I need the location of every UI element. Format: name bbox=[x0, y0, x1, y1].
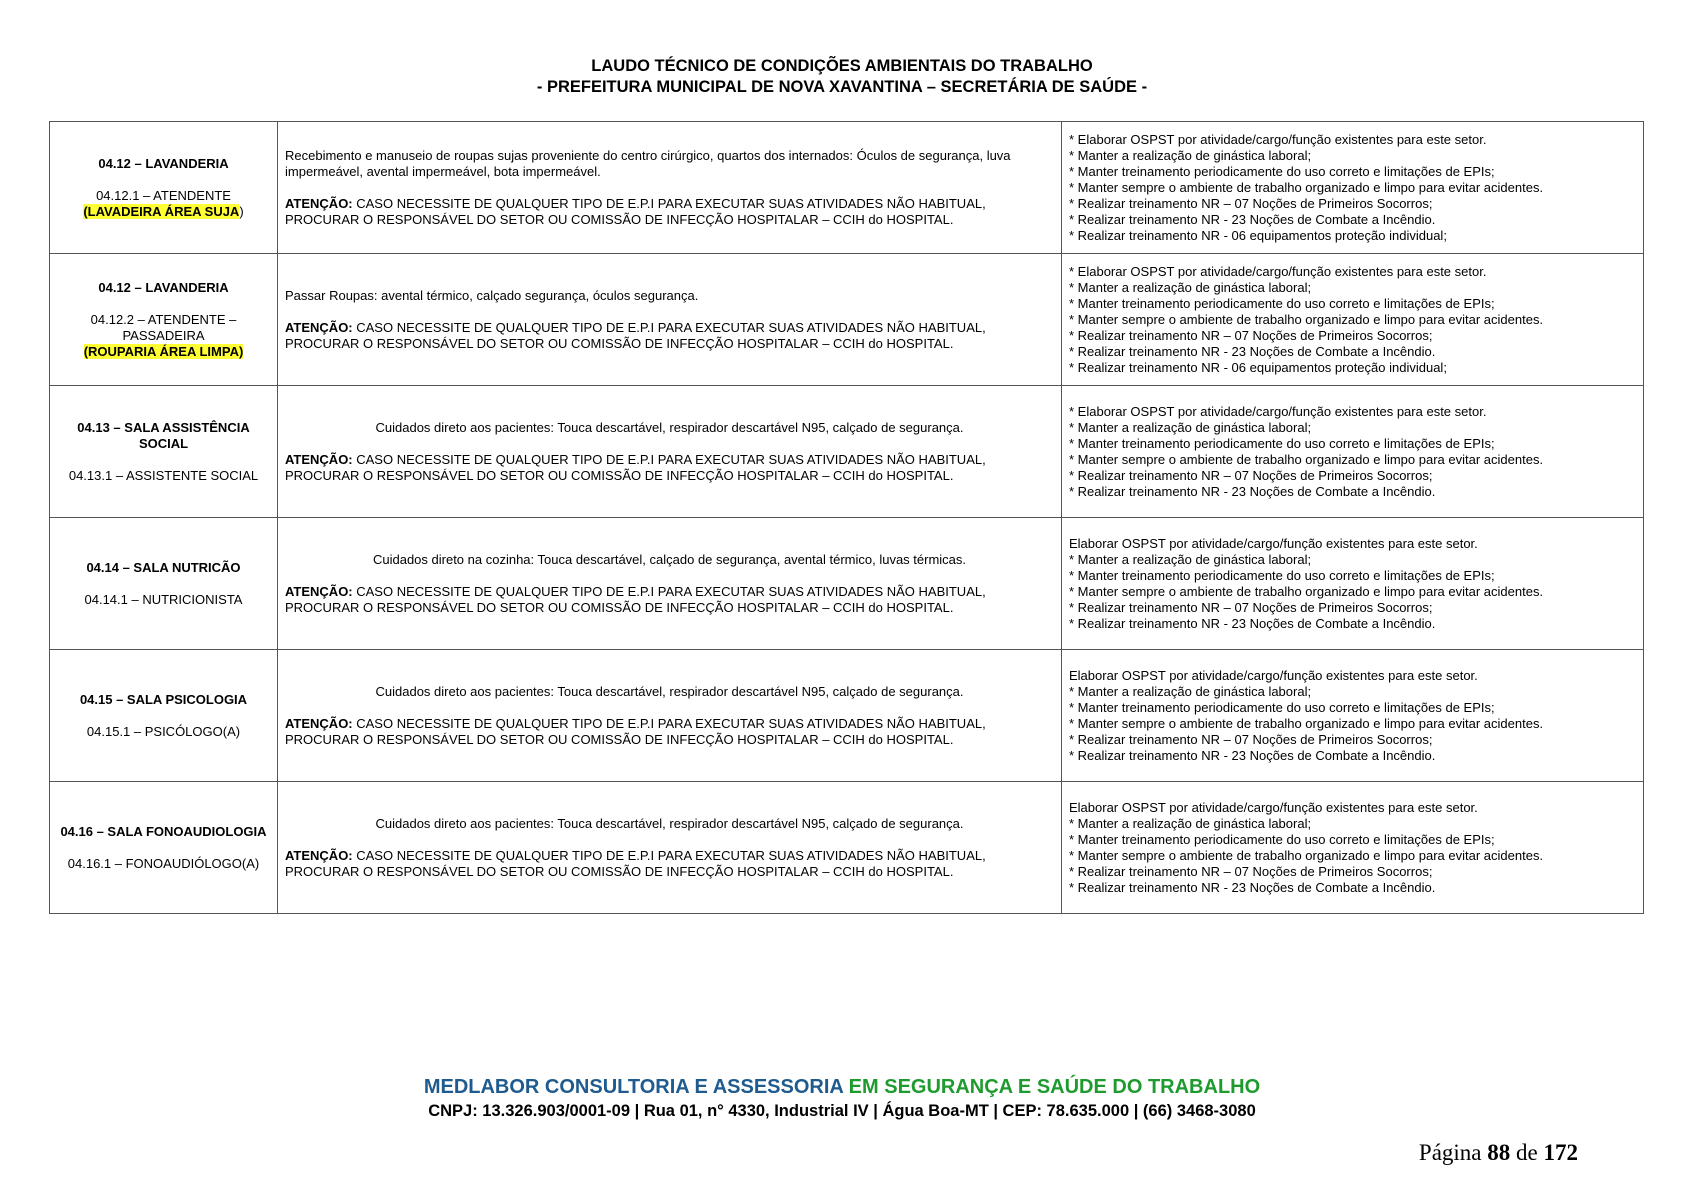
sector-title: 04.13 – SALA ASSISTÊNCIA SOCIAL bbox=[77, 419, 250, 451]
footer-company-name: MEDLABOR CONSULTORIA E ASSESSORIA bbox=[423, 1076, 844, 1098]
attention-label: ATENÇÃO: bbox=[285, 451, 353, 467]
spacer bbox=[285, 180, 1054, 196]
actions-cell bbox=[1062, 650, 1644, 782]
page-label: Página bbox=[1418, 1140, 1482, 1165]
header-subtitle: - PREFEITURA MUNICIPAL DE NOVA XAVANTINA – SECRETÁRIA DE SAÚDE - bbox=[536, 78, 1148, 96]
role-highlight: (ROUPARIA ÁREA LIMPA) bbox=[83, 343, 244, 359]
sector-cell bbox=[50, 254, 278, 386]
attention-text: CASO NECESSITE DE QUALQUER TIPO DE E.P.I PARA EXECUTAR SUAS ATIVIDADES NÃO HABITUAL, PROCURAR O RESPONSÁVEL DO SETOR OU COMISSÃO DE INFECÇÃO HOSPITALAR – CCIH do HOSPITAL. bbox=[285, 847, 986, 879]
action-item: Elaborar OSPST por atividade/cargo/função existentes para este setor. bbox=[1069, 535, 1478, 551]
table-row bbox=[50, 386, 1644, 518]
role-line: 04.14.1 – NUTRICIONISTA bbox=[84, 591, 243, 607]
attention-label: ATENÇÃO: bbox=[285, 583, 353, 599]
spacer bbox=[57, 708, 270, 724]
spacer bbox=[285, 304, 1054, 320]
epi-cell bbox=[278, 254, 1062, 386]
role-line: 04.13.1 – ASSISTENTE SOCIAL bbox=[68, 467, 259, 483]
action-item: * Elaborar OSPST por atividade/cargo/função existentes para este setor. bbox=[1069, 263, 1487, 279]
action-item: * Manter sempre o ambiente de trabalho organizado e limpo para evitar acidentes. bbox=[1069, 715, 1544, 731]
action-item: Elaborar OSPST por atividade/cargo/função existentes para este setor. bbox=[1069, 667, 1478, 683]
action-item: * Manter a realização de ginástica laboral; bbox=[1069, 551, 1312, 567]
epi-table-body bbox=[50, 122, 1644, 914]
attention-text: CASO NECESSITE DE QUALQUER TIPO DE E.P.I PARA EXECUTAR SUAS ATIVIDADES NÃO HABITUAL, PROCURAR O RESPONSÁVEL DO SETOR OU COMISSÃO DE INFECÇÃO HOSPITALAR – CCIH do HOSPITAL. bbox=[285, 451, 986, 483]
actions-cell bbox=[1062, 386, 1644, 518]
sector-title: 04.16 – SALA FONOAUDIOLOGIA bbox=[60, 823, 267, 839]
sector-title: 04.12 – LAVANDERIA bbox=[98, 279, 229, 295]
action-item: * Manter a realização de ginástica laboral; bbox=[1069, 147, 1312, 163]
action-item: * Realizar treinamento NR - 06 equipamentos proteção individual; bbox=[1069, 227, 1447, 243]
action-item: * Manter treinamento periodicamente do uso correto e limitações de EPIs; bbox=[1069, 163, 1495, 179]
action-item: * Manter treinamento periodicamente do uso correto e limitações de EPIs; bbox=[1069, 699, 1495, 715]
spacer bbox=[57, 576, 270, 592]
page-number bbox=[1419, 1140, 1578, 1166]
action-item: * Elaborar OSPST por atividade/cargo/função existentes para este setor. bbox=[1069, 131, 1487, 147]
sector-cell bbox=[50, 782, 278, 914]
header-title: LAUDO TÉCNICO DE CONDIÇÕES AMBIENTAIS DO TRABALHO bbox=[591, 57, 1093, 75]
sector-cell bbox=[50, 122, 278, 254]
sector-cell bbox=[50, 386, 278, 518]
role-line: 04.12.2 – ATENDENTE – bbox=[90, 311, 237, 327]
attention-text: CASO NECESSITE DE QUALQUER TIPO DE E.P.I PARA EXECUTAR SUAS ATIVIDADES NÃO HABITUAL, PROCURAR O RESPONSÁVEL DO SETOR OU COMISSÃO DE INFECÇÃO HOSPITALAR – CCIH do HOSPITAL. bbox=[285, 319, 986, 351]
epi-description: Passar Roupas: avental térmico, calçado segurança, óculos segurança. bbox=[285, 287, 699, 303]
table-row bbox=[50, 254, 1644, 386]
epi-description: Cuidados direto aos pacientes: Touca descartável, respirador descartável N95, calçado de segurança. bbox=[375, 815, 964, 831]
attention-label: ATENÇÃO: bbox=[285, 319, 353, 335]
epi-cell bbox=[278, 650, 1062, 782]
action-item: * Manter sempre o ambiente de trabalho organizado e limpo para evitar acidentes. bbox=[1069, 311, 1544, 327]
action-item: * Manter a realização de ginástica laboral; bbox=[1069, 683, 1312, 699]
action-item: * Realizar treinamento NR - 06 equipamentos proteção individual; bbox=[1069, 359, 1447, 375]
action-item: * Elaborar OSPST por atividade/cargo/função existentes para este setor. bbox=[1069, 403, 1487, 419]
action-item: * Realizar treinamento NR - 23 Noções de Combate a Incêndio. bbox=[1069, 879, 1436, 895]
action-item: * Manter sempre o ambiente de trabalho organizado e limpo para evitar acidentes. bbox=[1069, 847, 1544, 863]
action-item: * Manter sempre o ambiente de trabalho organizado e limpo para evitar acidentes. bbox=[1069, 451, 1544, 467]
attention-label: ATENÇÃO: bbox=[285, 715, 353, 731]
actions-cell bbox=[1062, 254, 1644, 386]
spacer bbox=[57, 452, 270, 468]
attention-note bbox=[285, 196, 1054, 228]
epi-description: Cuidados direto na cozinha: Touca descartável, calçado de segurança, avental térmico, luvas térmicas. bbox=[372, 551, 967, 567]
role-highlight-line bbox=[57, 204, 270, 220]
page-current: 88 bbox=[1487, 1140, 1511, 1165]
epi-table bbox=[49, 121, 1644, 914]
attention-text: CASO NECESSITE DE QUALQUER TIPO DE E.P.I PARA EXECUTAR SUAS ATIVIDADES NÃO HABITUAL, PROCURAR O RESPONSÁVEL DO SETOR OU COMISSÃO DE INFECÇÃO HOSPITALAR – CCIH do HOSPITAL. bbox=[285, 715, 986, 747]
action-item: * Manter a realização de ginástica laboral; bbox=[1069, 279, 1312, 295]
role-line: PASSADEIRA bbox=[122, 327, 205, 343]
spacer bbox=[285, 436, 1054, 452]
role-highlight-tail: ) bbox=[239, 203, 244, 219]
spacer bbox=[57, 172, 270, 188]
attention-note bbox=[285, 584, 1054, 616]
sector-title: 04.15 – SALA PSICOLOGIA bbox=[79, 691, 248, 707]
attention-note bbox=[285, 452, 1054, 484]
attention-text: CASO NECESSITE DE QUALQUER TIPO DE E.P.I PARA EXECUTAR SUAS ATIVIDADES NÃO HABITUAL, PROCURAR O RESPONSÁVEL DO SETOR OU COMISSÃO DE INFECÇÃO HOSPITALAR – CCIH do HOSPITAL. bbox=[285, 583, 986, 615]
epi-description: Recebimento e manuseio de roupas sujas proveniente do centro cirúrgico, quartos dos internados: Óculos de segurança, luva impermeável, avental impermeável, bota impermeável. bbox=[285, 147, 1011, 179]
actions-cell bbox=[1062, 782, 1644, 914]
action-item: * Manter treinamento periodicamente do uso correto e limitações de EPIs; bbox=[1069, 295, 1495, 311]
spacer bbox=[285, 568, 1054, 584]
action-item: * Realizar treinamento NR – 07 Noções de Primeiros Socorros; bbox=[1069, 327, 1433, 343]
actions-cell bbox=[1062, 122, 1644, 254]
action-item: * Realizar treinamento NR - 23 Noções de Combate a Incêndio. bbox=[1069, 343, 1436, 359]
action-item: Elaborar OSPST por atividade/cargo/função existentes para este setor. bbox=[1069, 799, 1478, 815]
footer-address: CNPJ: 13.326.903/0001-09 | Rua 01, n° 4330, Industrial IV | Água Boa-MT | CEP: 78.635.000 | (66) 3468-3080 bbox=[428, 1102, 1256, 1120]
epi-cell bbox=[278, 386, 1062, 518]
epi-cell bbox=[278, 518, 1062, 650]
footer-company-tagline: EM SEGURANÇA E SAÚDE DO TRABALHO bbox=[843, 1076, 1261, 1098]
table-row bbox=[50, 782, 1644, 914]
epi-description: Cuidados direto aos pacientes: Touca descartável, respirador descartável N95, calçado de segurança. bbox=[375, 683, 964, 699]
sector-cell bbox=[50, 650, 278, 782]
action-item: * Manter treinamento periodicamente do uso correto e limitações de EPIs; bbox=[1069, 831, 1495, 847]
attention-text: CASO NECESSITE DE QUALQUER TIPO DE E.P.I PARA EXECUTAR SUAS ATIVIDADES NÃO HABITUAL, PROCURAR O RESPONSÁVEL DO SETOR OU COMISSÃO DE INFECÇÃO HOSPITALAR – CCIH do HOSPITAL. bbox=[285, 195, 986, 227]
table-row bbox=[50, 518, 1644, 650]
actions-cell bbox=[1062, 518, 1644, 650]
attention-label: ATENÇÃO: bbox=[285, 195, 353, 211]
page-separator: de bbox=[1516, 1140, 1538, 1165]
action-item: * Realizar treinamento NR - 23 Noções de Combate a Incêndio. bbox=[1069, 747, 1436, 763]
role-line: 04.12.1 – ATENDENTE bbox=[96, 187, 231, 203]
action-item: * Manter a realização de ginástica laboral; bbox=[1069, 419, 1312, 435]
attention-label: ATENÇÃO: bbox=[285, 847, 353, 863]
action-item: * Realizar treinamento NR – 07 Noções de Primeiros Socorros; bbox=[1069, 195, 1433, 211]
action-item: * Realizar treinamento NR – 07 Noções de Primeiros Socorros; bbox=[1069, 731, 1433, 747]
epi-description: Cuidados direto aos pacientes: Touca descartável, respirador descartável N95, calçado de segurança. bbox=[375, 419, 964, 435]
action-item: * Manter a realização de ginástica laboral; bbox=[1069, 815, 1312, 831]
action-item: * Manter sempre o ambiente de trabalho organizado e limpo para evitar acidentes. bbox=[1069, 583, 1544, 599]
table-row bbox=[50, 122, 1644, 254]
attention-note bbox=[285, 848, 1054, 880]
action-item: * Realizar treinamento NR - 23 Noções de Combate a Incêndio. bbox=[1069, 211, 1436, 227]
action-item: * Manter treinamento periodicamente do uso correto e limitações de EPIs; bbox=[1069, 567, 1495, 583]
action-item: * Realizar treinamento NR - 23 Noções de Combate a Incêndio. bbox=[1069, 483, 1436, 499]
action-item: * Manter sempre o ambiente de trabalho organizado e limpo para evitar acidentes. bbox=[1069, 179, 1544, 195]
spacer bbox=[285, 700, 1054, 716]
action-item: * Realizar treinamento NR – 07 Noções de Primeiros Socorros; bbox=[1069, 863, 1433, 879]
epi-cell bbox=[278, 782, 1062, 914]
epi-cell bbox=[278, 122, 1062, 254]
footer bbox=[0, 1075, 1684, 1122]
action-item: * Manter treinamento periodicamente do uso correto e limitações de EPIs; bbox=[1069, 435, 1495, 451]
attention-note bbox=[285, 320, 1054, 352]
role-line: 04.16.1 – FONOAUDIÓLOGO(A) bbox=[67, 855, 260, 871]
sector-title: 04.12 – LAVANDERIA bbox=[98, 155, 229, 171]
sector-title: 04.14 – SALA NUTRICÃO bbox=[86, 559, 241, 575]
attention-note bbox=[285, 716, 1054, 748]
page-total: 172 bbox=[1543, 1140, 1578, 1165]
spacer bbox=[57, 840, 270, 856]
spacer bbox=[285, 832, 1054, 848]
role-highlight: (LAVADEIRA ÁREA SUJA bbox=[83, 203, 240, 219]
role-line: 04.15.1 – PSICÓLOGO(A) bbox=[86, 723, 241, 739]
action-item: * Realizar treinamento NR - 23 Noções de Combate a Incêndio. bbox=[1069, 615, 1436, 631]
spacer bbox=[57, 296, 270, 312]
table-row bbox=[50, 650, 1644, 782]
footer-company bbox=[0, 1075, 1684, 1099]
document-header bbox=[0, 56, 1684, 98]
sector-cell bbox=[50, 518, 278, 650]
action-item: * Realizar treinamento NR – 07 Noções de Primeiros Socorros; bbox=[1069, 467, 1433, 483]
action-item: * Realizar treinamento NR – 07 Noções de Primeiros Socorros; bbox=[1069, 599, 1433, 615]
role-highlight-line bbox=[57, 344, 270, 360]
